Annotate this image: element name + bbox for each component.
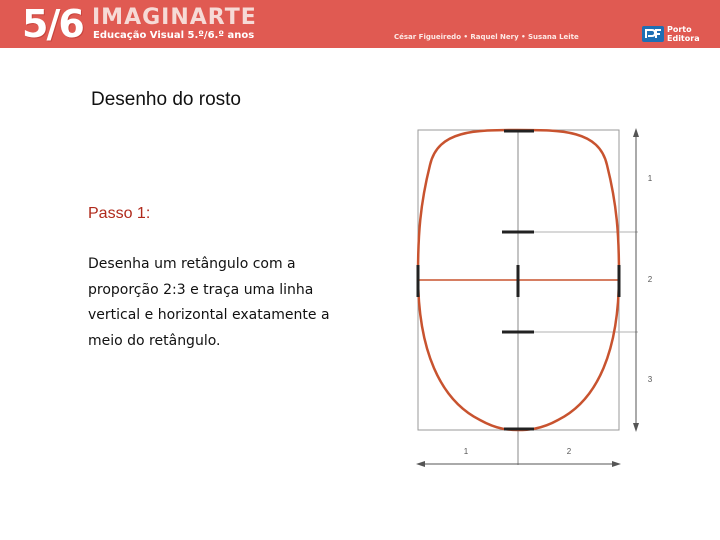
arrow-left-icon	[416, 461, 425, 467]
horizontal-label-2: 2	[566, 447, 572, 456]
step-description: Desenha um retângulo com a proporção 2:3 e traça uma linha vertical e horizontal exatamente a meio do retângulo.	[88, 256, 330, 349]
porto-editora-logo-icon	[642, 26, 664, 42]
face-construction-diagram	[400, 120, 680, 480]
vertical-label-2: 2	[647, 275, 653, 284]
logo-number: 5/6	[22, 2, 83, 46]
publisher-logo	[642, 24, 702, 44]
header-banner	[0, 0, 720, 48]
logo-subtitle: Educação Visual 5.º/6.º anos	[93, 30, 255, 41]
horizontal-label-1: 1	[463, 447, 469, 456]
vertical-label-3: 3	[647, 375, 653, 384]
logo-title: IMAGINARTE	[92, 5, 257, 30]
arrow-down-icon	[633, 423, 639, 432]
publisher-name: Porto Editora	[667, 25, 700, 43]
page-title: Desenho do rosto	[91, 89, 241, 110]
vertical-label-1: 1	[647, 174, 653, 183]
step-title: Passo 1:	[88, 205, 151, 222]
arrow-up-icon	[633, 128, 639, 137]
arrow-right-icon	[612, 461, 621, 467]
authors-text: César Figueiredo • Raquel Nery • Susana Leite	[394, 33, 579, 41]
